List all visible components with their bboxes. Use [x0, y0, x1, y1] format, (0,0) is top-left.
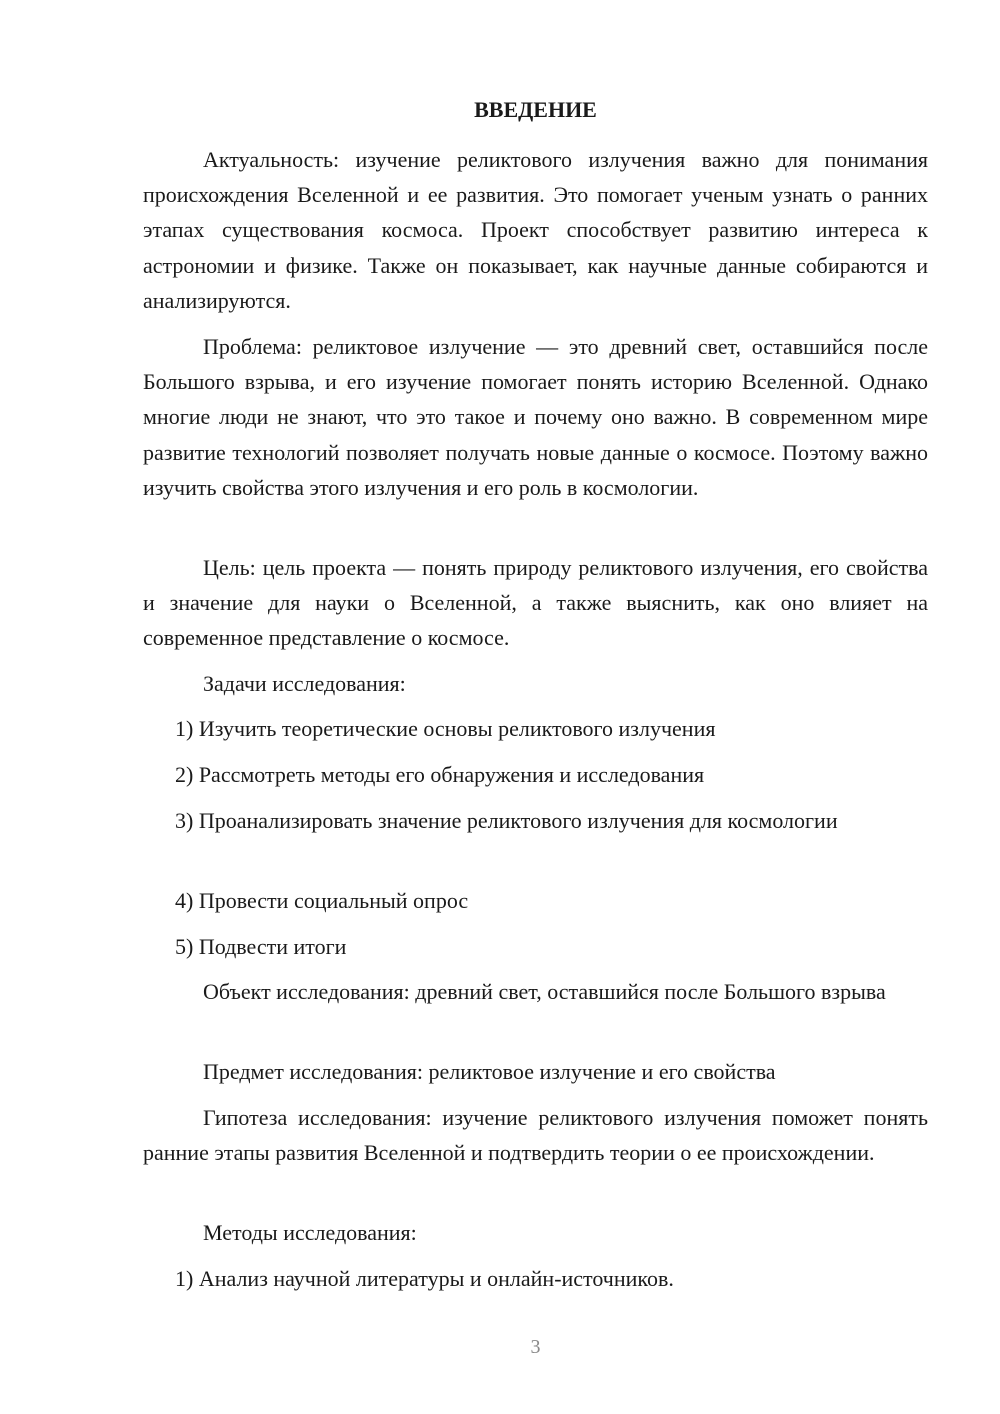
- page-number: 3: [530, 1336, 541, 1358]
- tasks-heading: Задачи исследования:: [203, 671, 406, 696]
- task-item-2: 2) Рассмотреть методы его обнаружения и исследования: [175, 762, 705, 787]
- object-paragraph: Объект исследования: древний свет, оставшийся после Большого взрыва: [203, 979, 886, 1004]
- section-heading: ВВЕДЕНИЕ: [474, 97, 597, 122]
- subject-paragraph: Предмет исследования: реликтовое излучение и его свойства: [203, 1059, 776, 1084]
- task-item-5: 5) Подвести итоги: [175, 934, 347, 959]
- task-item-4: 4) Провести социальный опрос: [175, 888, 469, 913]
- methods-heading: Методы исследования:: [203, 1220, 417, 1245]
- task-item-1: 1) Изучить теоретические основы реликтового излучения: [175, 716, 716, 741]
- method-item-1: 1) Анализ научной литературы и онлайн-источников.: [175, 1266, 674, 1291]
- task-item-3: 3) Проанализировать значение реликтового излучения для космологии: [175, 808, 838, 833]
- hypothesis-paragraph: Гипотеза исследования: изучение реликтового излучения поможет понять ранние этапы развития Вселенной и подтвердить теории о ее происхождении.: [143, 1105, 928, 1166]
- goal-paragraph: Цель: цель проекта — понять природу реликтового излучения, его свойства и значение для науки о Вселенной, а также выяснить, как оно влияет на современное представление о космосе.: [143, 555, 928, 651]
- relevance-paragraph: Актуальность: изучение реликтового излучения важно для понимания происхождения Вселенной и ее развития. Это помогает ученым узнать о ранних этапах существования космоса. Проект способствует развитию интереса к астрономии и физике. Также он показывает, как научные данные собираются и анализируются.: [143, 147, 928, 313]
- problem-paragraph: Проблема: реликтовое излучение — это древний свет, оставшийся после Большого взрыва, и его изучение помогает понять историю Вселенной. Однако многие люди не знают, что это такое и почему оно важно. В современном мире развитие технологий позволяет получать новые данные о космосе. Поэтому важно изучить свойства этого излучения и его роль в космологии.: [143, 334, 928, 500]
- document-page: [143, 0, 928, 1414]
